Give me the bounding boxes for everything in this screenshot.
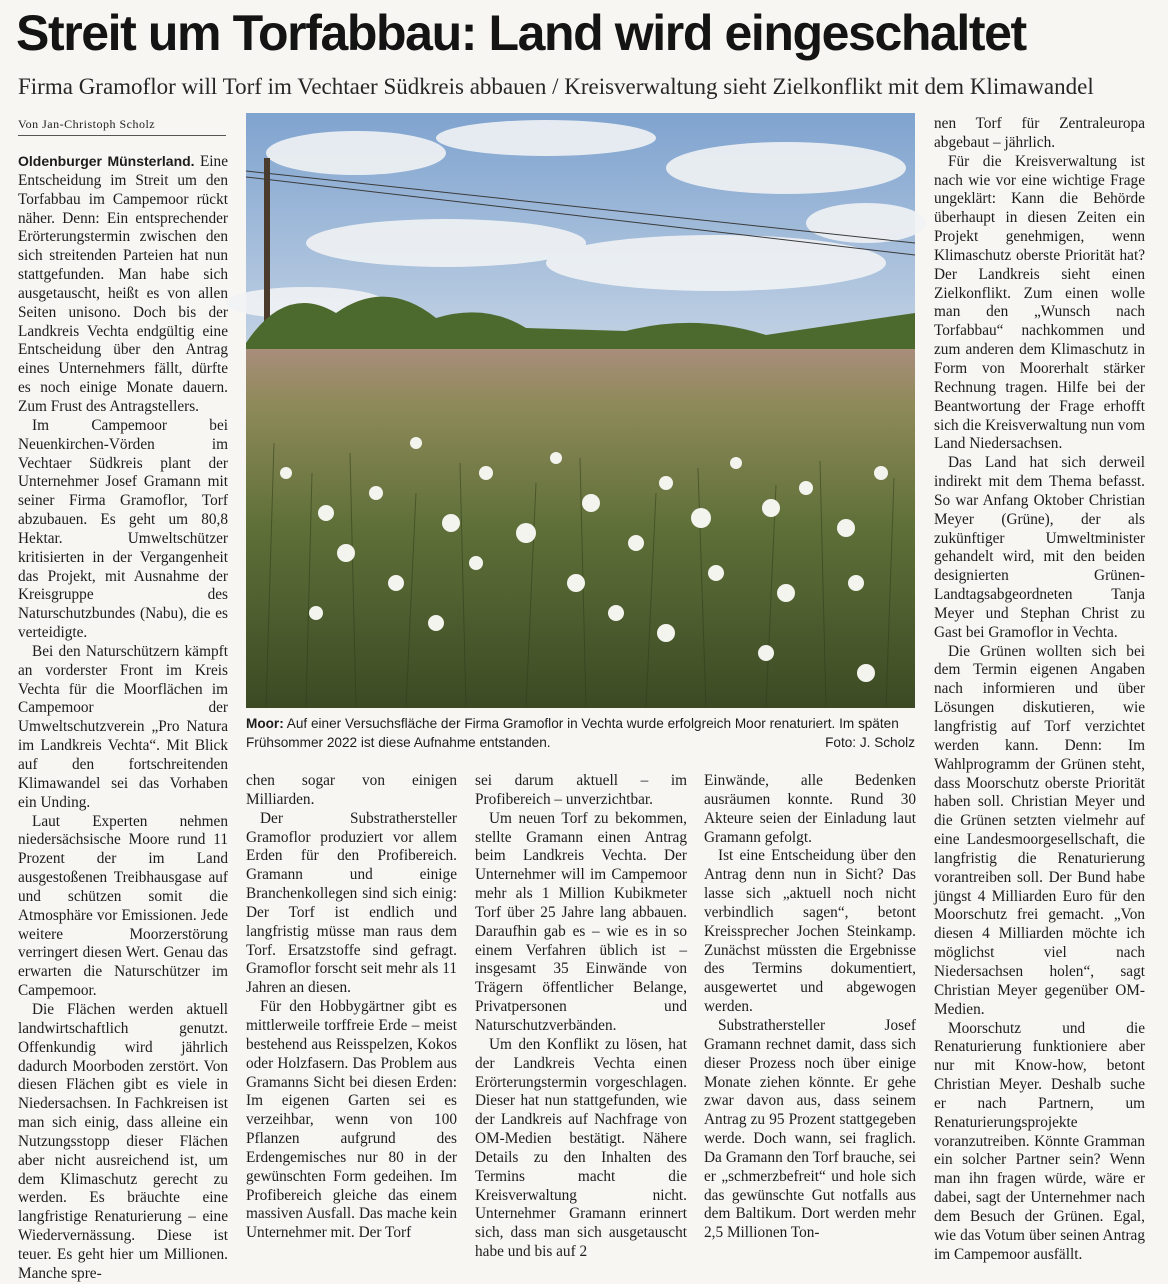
- paragraph: Für die Kreisverwaltung ist nach wie vor eine wichtige Frage ungeklärt: Kann die Behörde überhaupt in diesen Zeiten ein Projekt genehmigen, wenn Klimaschutz oberste Priorität hat? Der Landkreis sieht einen Zielkonflikt. Zum einen wolle man den „Wunsch nach Torfabbau“ nachkommen und zum anderen dem Klimaschutz in Form von Moorerhalt stärker Rechnung tragen. Hilfe bei der Beantwortung der Frage erhofft sich die Kreisverwaltung nun vom Land Niedersachsen.: [934, 152, 1145, 453]
- article-column-4: [704, 772, 916, 1246]
- article-column-5: [934, 115, 1145, 1263]
- paragraph: Das Land hat sich derweil indirekt mit dem Thema befasst. So war Anfang Oktober Christian Meyer (Grüne), der als zukünftiger Umweltminister gehandelt wird, mit den beiden designierten Grünen-Landtagsabgeordneten Tanja Meyer und Stephan Christ zu Gast bei Gramoflor in Vechta.: [934, 454, 1145, 641]
- paragraph: Im Campemoor bei Neuenkirchen-Vörden im Vechtaer Südkreis plant der Unternehmer Josef Gramann mit seiner Firma Gramoflor, Torf abzubauen. Es geht um 80,8 Hektar. Umweltschützer kritisierten in der Vergangenheit das Projekt, mit Ausnahme der Kreisgruppe des Naturschutzbundes (Nabu), die es verteidigte.: [18, 416, 228, 642]
- dateline: Oldenburger Münsterland.: [18, 153, 195, 169]
- moor-photo-illustration: [246, 113, 915, 708]
- paragraph: Ist eine Entscheidung über den Antrag denn nun in Sicht? Das lasse sich „aktuell noch nicht verbindlich sagen“, betont Kreissprecher Jochen Steinkamp. Zunächst müssten die Ergebnisse des Termins dokumentiert, ausgewertet und abgewogen werden.: [704, 847, 916, 1016]
- subheadline: Firma Gramoflor will Torf im Vechtaer Südkreis abbauen / Kreisverwaltung sieht Zielkonflikt mit dem Klimawandel: [18, 74, 1094, 99]
- paragraph: chen sogar von einigen Milliarden.: [246, 772, 457, 808]
- paragraph: sei darum aktuell – im Profibereich – unverzichtbar.: [475, 772, 687, 808]
- paragraph: Moorschutz und die Renaturierung funktioniere aber nur mit Know-how, betont Christian Meyer. Deshalb suche er nach Partnern, um Renaturierungsprojekte voranzutreiben. Könnte Gramman ein solcher Partner sein? Wenn man ihn fragen würde, wäre er dabei, sagt der Unternehmer nach dem Besuch der Grünen. Egal, wie das Votum über seinen Antrag im Campemoor ausfällt.: [934, 1019, 1145, 1263]
- paragraph: Die Flächen werden aktuell landwirtschaftlich genutzt. Offenkundig wird jährlich dadurch Moorboden zerstört. Von diesen Flächen gibt es viele in Niedersachsen. In Fachkreisen ist man sich einig, dass alleine ein Nutzungsstopp dieser Flächen aber nicht ausreichend ist, um dem Klimaschutz gerecht zu werden. Es bräuchte eine langfristige Renaturierung – eine Wiedervernässung. Diese ist teuer. Es geht hier um Millionen. Manche spre-: [18, 1000, 228, 1282]
- paragraph: Für den Hobbygärtner gibt es mittlerweile torffreie Erde – meist bestehend aus Reisspelzen, Kokos oder Holzfasern. Das Problem aus Gramanns Sicht bei diesen Erden: Im eigenen Garten sei es verzeihbar, wenn von 100 Pflanzen aufgrund des Erdengemisches nur 80 in der gewünschten Form gedeihen. Im Profibereich gleiche das einem massiven Ausfall. Das mache kein Unternehmer mit. Der Torf: [246, 998, 457, 1242]
- caption-text: Auf einer Versuchsfläche der Firma Gramoflor in Vechta wurde erfolgreich Moor renaturiert. Im späten Frühsommer 2022 ist diese Aufnahme entstanden.: [246, 716, 899, 750]
- paragraph: nen Torf für Zentraleuropa abgebaut – jährlich.: [934, 115, 1145, 151]
- photo-credit: Foto: J. Scholz: [825, 735, 915, 750]
- article-column-1: [18, 152, 228, 1282]
- photo-caption: [246, 714, 915, 752]
- paragraph: Einwände, alle Bedenken ausräumen konnte. Rund 30 Akteure seien der Einladung laut Gramann gefolgt.: [704, 772, 916, 846]
- article-photo: [246, 113, 915, 708]
- caption-label: Moor:: [246, 716, 284, 731]
- paragraph: Um neuen Torf zu bekommen, stellte Gramann einen Antrag beim Landkreis Vechta. Der Unternehmer will im Campemoor mehr als 1 Million Kubikmeter Torf über 25 Jahre lang abbauen. Daraufhin gab es – wie es in so einem Verfahren üblich ist – insgesamt 35 Einwände von Trägern öffentlicher Belange, Privatpersonen und Naturschutzverbänden.: [475, 809, 687, 1034]
- paragraph: Um den Konflikt zu lösen, hat der Landkreis Vechta einen Erörterungstermin vorgeschlagen. Dieser hat nun stattgefunden, wie der Landkreis auf Nachfrage von OM-Medien bestätigt. Nähere Details zu den Inhalten des Termins macht die Kreisverwaltung nicht. Unternehmer Gramann erinnert sich, dass man sich ausgetauscht habe und bis auf 2: [475, 1035, 687, 1261]
- lead-paragraph: Oldenburger Münsterland. Eine Entscheidung im Streit um den Torfabbau im Campemoor rückt näher. Denn: Ein entsprechender Erörterungstermin zwischen den sich streitenden Parteien hat nun stattgefunden. Man habe sich ausgetauscht, heißt es von allen Seiten unisono. Doch bis der Landkreis Vechta endgültig eine Entscheidung über den Antrag eines Unternehmers fällt, dürfte es noch einige Monate dauern. Zum Frust des Antragstellers.: [18, 153, 228, 415]
- article-column-3: [475, 772, 687, 1261]
- paragraph: Bei den Naturschützern kämpft an vorderster Front im Kreis Vechta für die Moorflächen im Campemoor der Umweltschutzverein „Pro Natura im Landkreis Vechta“. Mit Blick auf den fortschreitenden Klimawandel sei das Vorhaben ein Unding.: [18, 642, 228, 811]
- paragraph: Substrathersteller Josef Gramann rechnet damit, dass sich dieser Prozess noch über einige Monate ziehen könnte. Er gehe zwar davon aus, dass seinem Antrag zu 95 Prozent stattgegeben werde. Doch wann, sei fraglich. Da Gramann den Torf brauche, sei er „schmerzbefreit“ und hole sich das gewünschte Gut notfalls aus dem Baltikum. Dort werden mehr 2,5 Millionen Ton-: [704, 1016, 916, 1242]
- paragraph: Laut Experten nehmen niedersächsische Moore rund 11 Prozent der im Land ausgestoßenen Treibhausgase auf und schützen somit die Atmosphäre vor Emissionen. Jede weitere Moorzerstörung verringert diesen Wert. Genau das erwarten die Naturschützer im Campemoor.: [18, 812, 228, 1000]
- article-column-2: [246, 772, 457, 1246]
- headline: Streit um Torfabbau: Land wird eingeschaltet: [16, 5, 1026, 61]
- paragraph: Die Grünen wollten sich bei dem Termin eigenen Angaben nach informieren und über Lösungen diskutieren, wie langfristig auf Torf verzichtet werden kann. Denn: Im Wahlprogramm der Grünen steht, dass Moorschutz oberste Priorität haben soll. Christian Meyer und die Grünen setzten vielmehr auf eine Landesmoorgesellschaft, die langfristig die Renaturierung vorantreiben soll. Der Bund habe jüngst 4 Milliarden Euro für den Moorschutz frei gemacht. „Von diesen 4 Milliarden möchte ich möglichst viel nach Niedersachsen holen“, sagt Christian Meyer gegenüber OM-Medien.: [934, 642, 1145, 1018]
- byline: Von Jan-Christoph Scholz: [18, 115, 226, 136]
- paragraph: Der Substrathersteller Gramoflor produziert vor allem Erden für den Profibereich. Gramann und einige Branchenkollegen sind sich einig: Der Torf ist endlich und langfristig müsse man raus dem Torf. Ersatzstoffe sind gefragt. Gramoflor forscht seit mehr als 11 Jahren an diesen.: [246, 809, 457, 997]
